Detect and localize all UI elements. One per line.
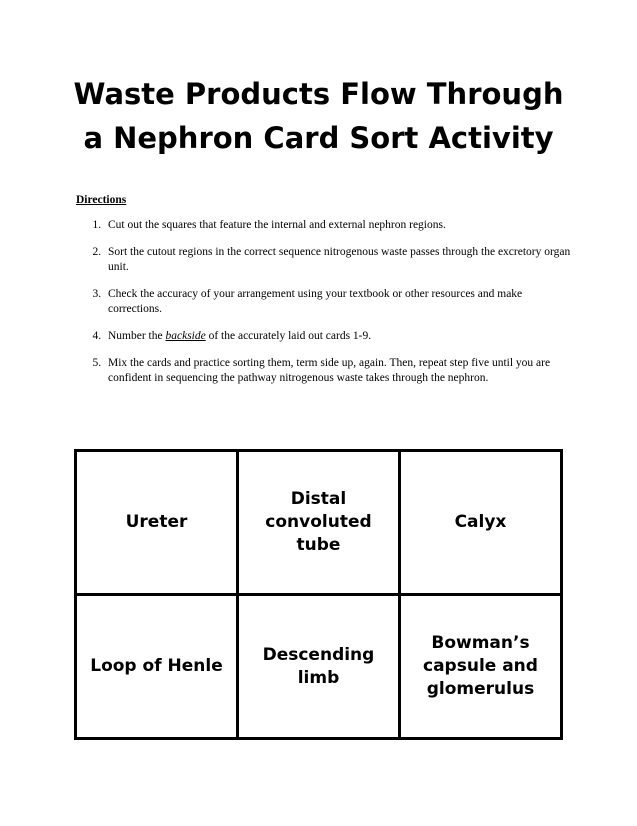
title-line-1: Waste Products Flow Through bbox=[73, 77, 564, 111]
direction-step-2: 2. Sort the cutout regions in the correct sequence nitrogenous waste passes through the excretory organ unit. bbox=[104, 245, 577, 275]
card-loop-of-henle: Loop of Henle bbox=[76, 595, 238, 739]
direction-step-3: 3. Check the accuracy of your arrangement using your textbook or other resources and make corrections. bbox=[104, 287, 577, 317]
directions-section bbox=[0, 194, 637, 386]
direction-step-5: 5. Mix the cards and practice sorting them, term side up, again. Then, repeat step five until you are confident in sequencing the pathway nitrogenous waste takes through the nephron. bbox=[104, 356, 577, 386]
direction-step-1: 1. Cut out the squares that feature the internal and external nephron regions. bbox=[104, 218, 577, 233]
page-title bbox=[0, 0, 637, 160]
directions-heading: Directions bbox=[76, 194, 127, 206]
step4-before: Number the bbox=[108, 330, 166, 342]
card-descending-limb: Descending limb bbox=[237, 595, 399, 739]
card-sort-grid bbox=[74, 449, 563, 740]
card-ureter: Ureter bbox=[76, 451, 238, 595]
table-row bbox=[76, 595, 562, 739]
card-distal-convoluted-tube: Distal convoluted tube bbox=[237, 451, 399, 595]
directions-list bbox=[76, 218, 577, 386]
direction-step-4 bbox=[104, 329, 577, 344]
step4-emphasis: backside bbox=[165, 330, 206, 342]
table-row bbox=[76, 451, 562, 595]
title-line-2: a Nephron Card Sort Activity bbox=[83, 121, 554, 155]
card-bowmans-capsule-and-glomerulus: Bowman’s capsule and glomerulus bbox=[399, 595, 561, 739]
step4-after: of the accurately laid out cards 1-9. bbox=[205, 330, 372, 342]
card-calyx: Calyx bbox=[399, 451, 561, 595]
